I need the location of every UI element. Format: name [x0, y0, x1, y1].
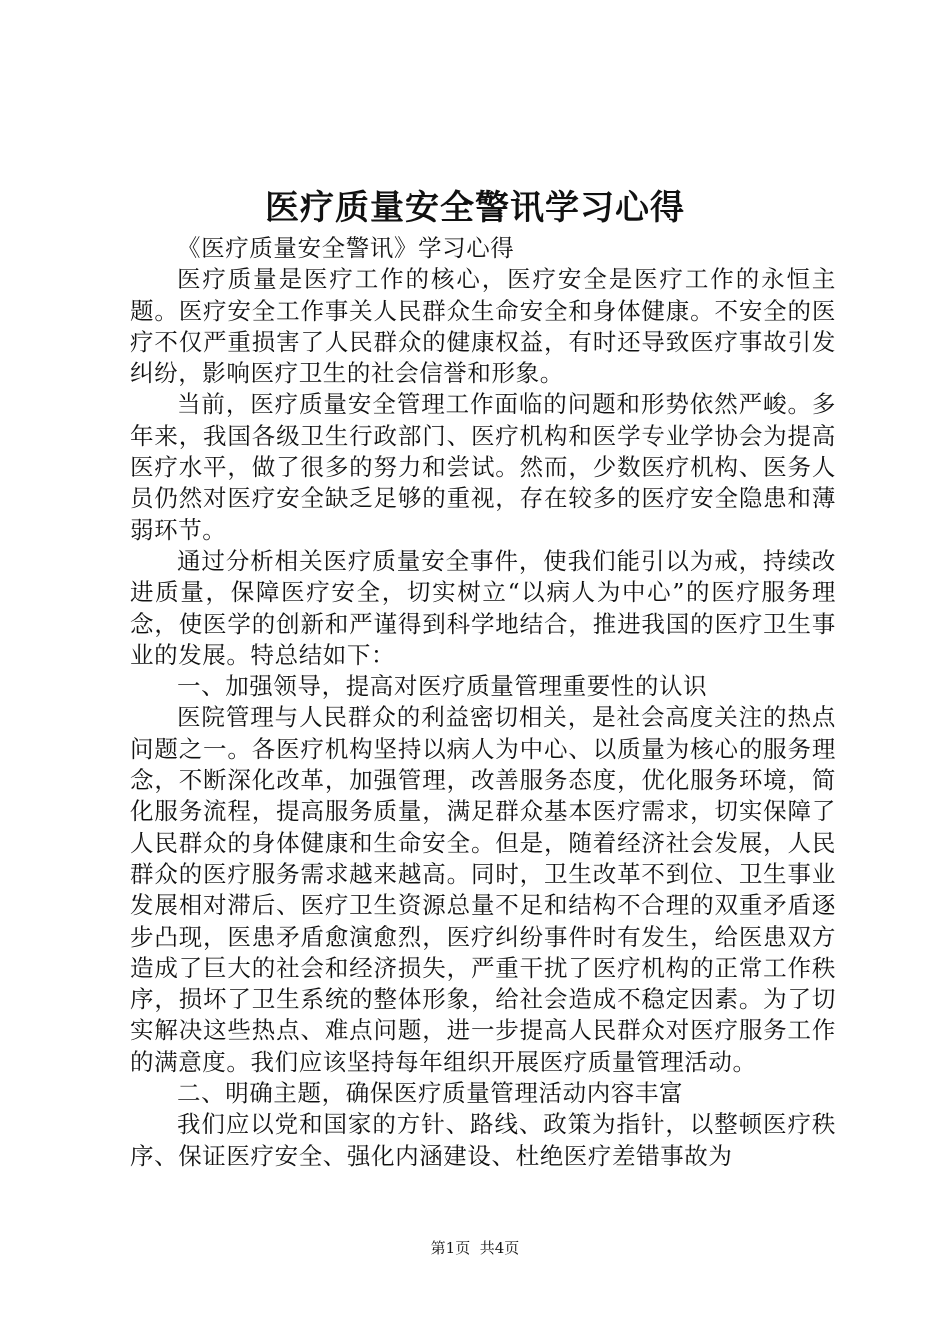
section-heading-1: 一、加强领导，提高对医疗质量管理重要性的认识: [177, 672, 708, 701]
document-body: [130, 233, 836, 1172]
paragraph-current-situation: 当前，医疗质量安全管理工作面临的问题和形势依然严峻。多年来，我国各级卫生行政部门、医疗机构和医学专业学协会为提高医疗水平，做了很多的努力和尝试。然而，少数医疗机构、医务人员仍然对医疗安全缺乏足够的重视，存在较多的医疗安全隐患和薄弱环节。: [130, 390, 836, 544]
paragraph-intro: 医疗质量是医疗工作的核心，医疗安全是医疗工作的永恒主题。医疗安全工作事关人民群众生命安全和身体健康。不安全的医疗不仅严重损害了人民群众的健康权益，有时还导致医疗事故引发纠纷，影响医疗卫生的社会信誉和形象。: [130, 265, 836, 388]
paragraph-subtitle: 《医疗质量安全警讯》学习心得: [177, 234, 515, 262]
page-number: 第1页: [430, 1239, 471, 1257]
paragraph-section-1: 医院管理与人民群众的利益密切相关，是社会高度关注的热点问题之一。各医疗机构坚持以病人为中心、以质量为核心的服务理念，不断深化改革，加强管理，改善服务态度，优化服务环境，简化服务流程，提高服务质量，满足群众基本医疗需求，切实保障了人民群众的身体健康和生命安全。但是，随着经济社会发展，人民群众的医疗服务需求越来越高。同时，卫生改革不到位、卫生事业发展相对滞后、医疗卫生资源总量不足和结构不合理的双重矛盾逐步凸现，医患矛盾愈演愈烈，医疗纠纷事件时有发生，给医患双方造成了巨大的社会和经济损失，严重干扰了医疗机构的正常工作秩序，损坏了卫生系统的整体形象，给社会造成不稳定因素。为了切实解决这些热点、难点问题，进一步提高人民群众对医疗服务工作的满意度。我们应该坚持每年组织开展医疗质量管理活动。: [130, 703, 836, 1076]
paragraph-section-2: 我们应以党和国家的方针、路线、政策为指针，以整顿医疗秩序、保证医疗安全、强化内涵建设、杜绝医疗差错事故为: [130, 1110, 836, 1170]
page-footer: [0, 1238, 950, 1258]
paragraph-analysis: 通过分析相关医疗质量安全事件，使我们能引以为戒，持续改进质量，保障医疗安全，切实树立“以病人为中心”的医疗服务理念，使医学的创新和严谨得到科学地结合，推进我国的医疗卫生事业的发展。特总结如下：: [130, 546, 836, 669]
section-heading-2: 二、明确主题，确保医疗质量管理活动内容丰富: [177, 1079, 684, 1108]
document-title: 医疗质量安全警讯学习心得: [265, 188, 685, 228]
page-total: 共4页: [479, 1239, 520, 1257]
